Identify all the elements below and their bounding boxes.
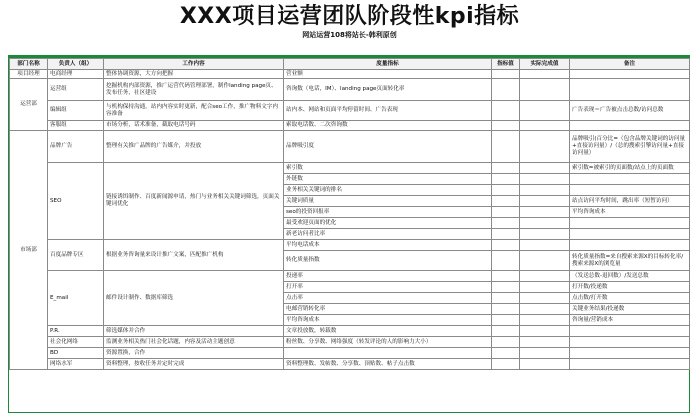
target-cell [492, 271, 520, 282]
metric-cell: 新老访问者比率 [284, 229, 492, 240]
actual-cell [520, 207, 570, 218]
page-subtitle: 网站运营108将站长-韩利原创 [302, 31, 397, 39]
target-cell [492, 251, 520, 271]
kpi-table [9, 58, 690, 370]
work-cell: 链接诱饵制作、百度新闻源申请，热门与业务相关关键词筛选，页面关键词优化 [104, 163, 284, 240]
note-cell [570, 359, 690, 370]
metric-cell: 最受欢迎页面的优化 [284, 218, 492, 229]
owner-cell: 社会化网络 [48, 337, 104, 348]
note-cell: 转化质量指数=来自搜索来源X的目标转化率/搜索来源X的浏览量 [570, 251, 690, 271]
target-cell [492, 163, 520, 174]
target-cell [492, 196, 520, 207]
target-cell [492, 101, 520, 121]
header-actual: 实际完成值 [520, 59, 570, 70]
target-cell [492, 348, 520, 359]
header-work: 工作内容 [104, 59, 284, 70]
note-cell [570, 337, 690, 348]
target-cell [492, 218, 520, 229]
table-row [10, 337, 690, 348]
page-title: XXX项目运营团队阶段性kpi指标 [179, 4, 520, 29]
header-owner: 负责人（组） [48, 59, 104, 70]
table-row [10, 79, 690, 101]
target-cell [492, 207, 520, 218]
header-target: 指标值 [492, 59, 520, 70]
actual-cell [520, 70, 570, 79]
actual-cell [520, 359, 570, 370]
owner-cell: 编辑组 [48, 101, 104, 121]
owner-cell: 运营组 [48, 79, 104, 101]
target-cell [492, 293, 520, 304]
metric-cell: 点击率 [284, 293, 492, 304]
metric-cell: 索取电话数、二次咨询数 [284, 121, 492, 131]
work-cell: 根据业务咨询量来设计推广文案，匹配推广机构 [104, 240, 284, 271]
target-cell [492, 282, 520, 293]
metric-cell: 平均电话成本 [284, 240, 492, 251]
actual-cell [520, 240, 570, 251]
dept-cell: 市场部 [10, 131, 48, 370]
dept-cell: 项目经理 [10, 70, 48, 79]
actual-cell [520, 251, 570, 271]
table-row [10, 348, 690, 359]
note-cell [570, 348, 690, 359]
metric-cell: 文章投放数，转载数 [284, 326, 492, 337]
metric-cell: 业务相关关键词的排名 [284, 185, 492, 196]
table-row [10, 121, 690, 131]
target-cell [492, 185, 520, 196]
note-cell [570, 70, 690, 79]
owner-cell: BD [48, 348, 104, 359]
note-cell: （发送总数-退回数）/发送总数 [570, 271, 690, 282]
note-cell [570, 121, 690, 131]
actual-cell [520, 304, 570, 315]
work-cell: 市场分析，话术准备，截取电话号码 [104, 121, 284, 131]
actual-cell [520, 185, 570, 196]
work-cell: 筛选媒体并合作 [104, 326, 284, 337]
note-cell: 索引数=被索引的页面数/站点上的页面数 [570, 163, 690, 174]
actual-cell [520, 282, 570, 293]
actual-cell [520, 121, 570, 131]
actual-cell [520, 293, 570, 304]
actual-cell [520, 131, 570, 163]
actual-cell [520, 348, 570, 359]
table-row [10, 70, 690, 79]
work-cell: 监测业务相关热门社会化话题，内容及活动主题创意 [104, 337, 284, 348]
dept-cell: 运营部 [10, 79, 48, 131]
table-row [10, 326, 690, 337]
owner-cell: 网络水军 [48, 359, 104, 370]
metric-cell: 资料整理数、发帖数、分享数、顶贴数、帖子点击数 [284, 359, 492, 370]
target-cell [492, 326, 520, 337]
note-cell: 平均咨询成本 [570, 207, 690, 218]
target-cell [492, 304, 520, 315]
work-cell: 资料整理，按收任务并定时完成 [104, 359, 284, 370]
table-row [10, 240, 690, 251]
header-note: 备注 [570, 59, 690, 70]
actual-cell [520, 79, 570, 101]
note-cell [570, 326, 690, 337]
note-cell [570, 185, 690, 196]
target-cell [492, 131, 520, 163]
owner-cell: 电商经理 [48, 70, 104, 79]
actual-cell [520, 229, 570, 240]
work-cell: 整理有关推广品牌的广告媒介，并投放 [104, 131, 284, 163]
metric-cell: 咨询数（电话，IM）、landing page页面转化率 [284, 79, 492, 101]
note-cell [570, 174, 690, 185]
metric-cell: 营业额 [284, 70, 492, 79]
work-cell: 挖掘机构内部资源，推广运营代码管理部署，制作landing page页、发布任务，社区建设 [104, 79, 284, 101]
target-cell [492, 174, 520, 185]
note-cell: 站点访问平均时间，跳出率（短暂访问） [570, 196, 690, 207]
note-cell [570, 229, 690, 240]
owner-cell: SEO [48, 163, 104, 240]
note-cell: 广告表现＝广告被点击总数/访问总数 [570, 101, 690, 121]
actual-cell [520, 101, 570, 121]
owner-cell: 品牌广告 [48, 131, 104, 163]
owner-cell: 百度品牌专区 [48, 240, 104, 271]
target-cell [492, 121, 520, 131]
target-cell [492, 359, 520, 370]
header-dept: 部门名称 [10, 59, 48, 70]
note-cell: 咨询量/营销成本 [570, 315, 690, 326]
actual-cell [520, 163, 570, 174]
note-cell [570, 79, 690, 101]
target-cell [492, 337, 520, 348]
note-cell [570, 240, 690, 251]
actual-cell [520, 326, 570, 337]
actual-cell [520, 271, 570, 282]
metric-cell: 平均咨询成本 [284, 315, 492, 326]
target-cell [492, 315, 520, 326]
table-row [10, 131, 690, 163]
metric-cell: 索引数 [284, 163, 492, 174]
table-row [10, 163, 690, 174]
note-cell [570, 218, 690, 229]
metric-cell: 打开率 [284, 282, 492, 293]
metric-cell: 粉丝数、分享数、网络强度（转发评论的人的影响力大小） [284, 337, 492, 348]
kpi-table-frame [8, 57, 690, 413]
note-cell: 点击数/打开数 [570, 293, 690, 304]
actual-cell [520, 337, 570, 348]
work-cell: 资源置换，合作 [104, 348, 284, 359]
work-cell: 与机构保持沟通，站内内容实时更新，配合seo工作，推广物料文字内容准备 [104, 101, 284, 121]
note-cell: 关键业务结果/投递数 [570, 304, 690, 315]
actual-cell [520, 218, 570, 229]
target-cell [492, 229, 520, 240]
metric-cell: 电邮营销转化率 [284, 304, 492, 315]
metric-cell: 转化质量指数 [284, 251, 492, 271]
table-row [10, 271, 690, 282]
table-row [10, 101, 690, 121]
table-row [10, 359, 690, 370]
metric-cell: 站内本、网站和页面平均停留时间、广告表现 [284, 101, 492, 121]
actual-cell [520, 315, 570, 326]
metric-cell [284, 348, 492, 359]
work-cell: 整体协调资源，大方向把握 [104, 70, 284, 79]
actual-cell [520, 196, 570, 207]
owner-cell: 客服组 [48, 121, 104, 131]
target-cell [492, 70, 520, 79]
metric-cell: 品牌吸引度 [284, 131, 492, 163]
metric-cell: 关键词质量 [284, 196, 492, 207]
header-row [10, 59, 690, 70]
target-cell [492, 240, 520, 251]
actual-cell [520, 174, 570, 185]
work-cell: 邮件设计制作、数据库筛选 [104, 271, 284, 326]
owner-cell: E_mail [48, 271, 104, 326]
owner-cell: P.R. [48, 326, 104, 337]
note-cell: 品牌吸引(百分比=（包含品牌关键词的访问量+直接访问量）/（总的搜索引擎访问量+直接访问量） [570, 131, 690, 163]
metric-cell: 外链数 [284, 174, 492, 185]
metric-cell: 投递率 [284, 271, 492, 282]
metric-cell: seo的投资回报率 [284, 207, 492, 218]
header-metric: 度量指标 [284, 59, 492, 70]
note-cell: 打开数/投递数 [570, 282, 690, 293]
target-cell [492, 79, 520, 101]
